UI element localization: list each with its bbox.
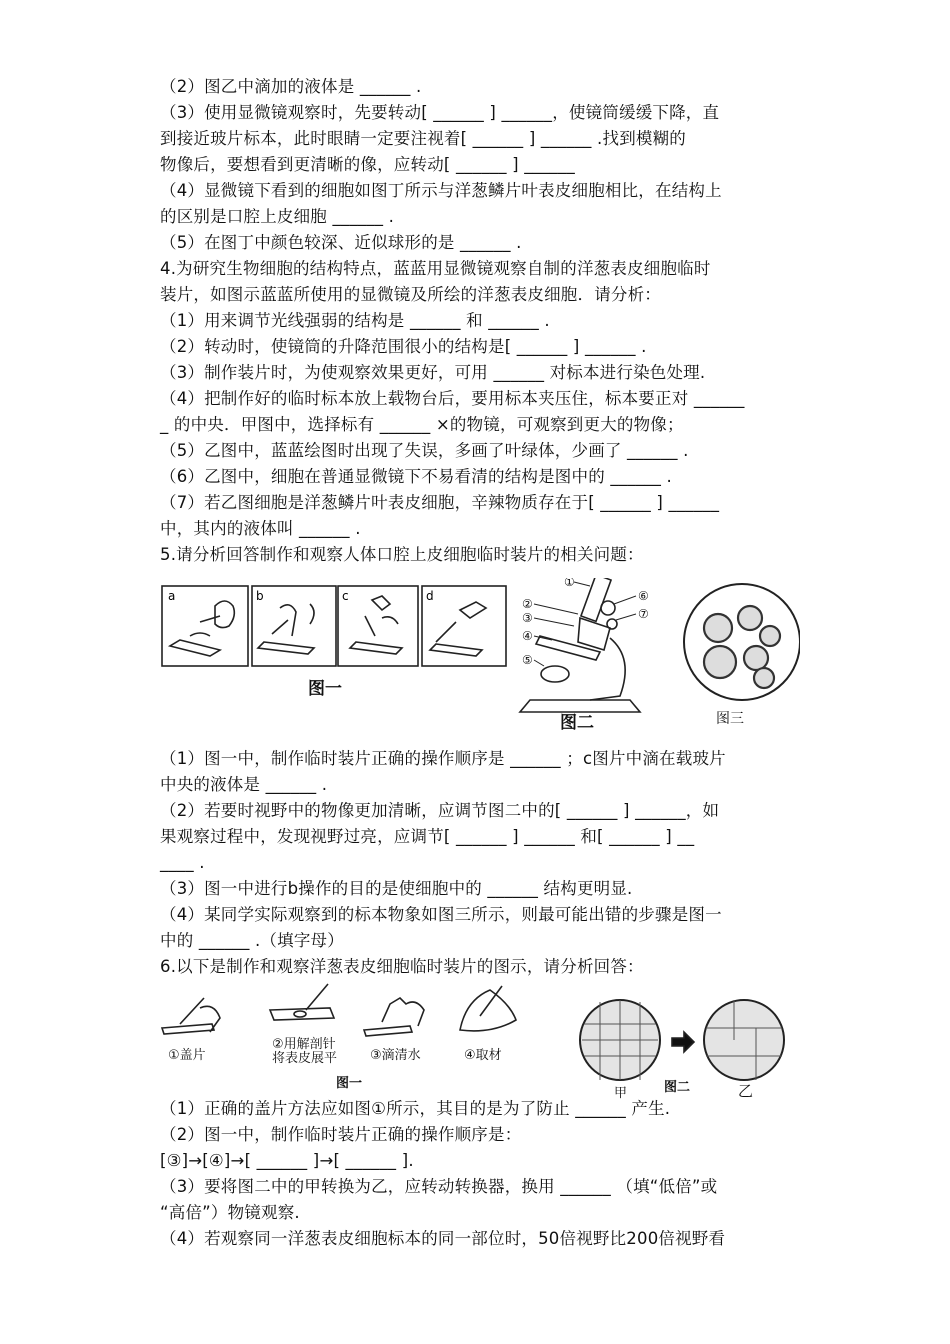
figure-6-drawing bbox=[160, 980, 800, 1092]
step-label: ④取材 bbox=[464, 1048, 502, 1063]
figure-caption: 图一 bbox=[308, 679, 342, 699]
field-of-view-circle bbox=[684, 584, 800, 700]
text-line: “高倍”）物镜观察. bbox=[160, 1203, 300, 1222]
cover-slip-sketch bbox=[430, 602, 486, 656]
text-line: 的区别是口腔上皮细胞 ______ . bbox=[160, 207, 395, 226]
cell-sketch bbox=[754, 668, 774, 688]
field-of-view-yi bbox=[704, 1000, 784, 1080]
text-line: （3）使用显微镜观察时，先要转动[ ______ ] ______，使镜筒缓缓下降，直 bbox=[160, 103, 720, 122]
question-4-stem: 4.为研究生物细胞的结构特点，蓝蓝用显微镜观察自制的洋葱表皮细胞临时 bbox=[160, 259, 711, 278]
figure-caption: 图二 bbox=[560, 713, 594, 733]
figure-caption: 图一 bbox=[336, 1076, 363, 1091]
cell-sketch bbox=[738, 606, 762, 630]
text-line: 果观察过程中，发现视野过亮，应调节[ ______ ] ______ 和[ ______ ] __ bbox=[160, 827, 695, 846]
text-line: （1）用来调节光线强弱的结构是 ______ 和 ______ . bbox=[160, 311, 550, 330]
cell-sketch bbox=[704, 614, 732, 642]
cover-slip-sketch bbox=[162, 998, 220, 1034]
figure-6 bbox=[160, 980, 800, 1101]
needle-sketch bbox=[306, 984, 328, 1010]
knob-sketch bbox=[607, 619, 617, 629]
text-line: （6）乙图中，细胞在普通显微镜下不易看清的结构是图中的 ______ . bbox=[160, 467, 672, 486]
text-line: （2）图一中，制作临时装片正确的操作顺序是： bbox=[160, 1125, 522, 1144]
text-line: （4）某同学实际观察到的标本物象如图三所示，则最可能出错的步骤是图一 bbox=[160, 905, 722, 924]
slide-sketch bbox=[270, 1008, 334, 1020]
hand-sketch bbox=[382, 617, 398, 624]
step-label: ①盖片 bbox=[168, 1048, 206, 1063]
text-line: （3）要将图二中的甲转换为乙，应转动转换器，换用 ______ （填“低倍”或 bbox=[160, 1177, 718, 1196]
panel-label: a bbox=[168, 589, 176, 603]
microscope-label: ③ bbox=[522, 611, 533, 625]
text-line: [③]→[④]→[ ______ ]→[ ______ ]. bbox=[160, 1151, 414, 1170]
text-line: （1）正确的盖片方法应如图①所示，其目的是为了防止 ______ 产生. bbox=[160, 1099, 671, 1118]
tube-sketch bbox=[578, 618, 610, 650]
text-line: （7）若乙图细胞是洋葱鳞片叶表皮细胞，辛辣物质存在于[ ______ ] ______ bbox=[160, 493, 720, 512]
text-line: （2）图乙中滴加的液体是 ______ . bbox=[160, 77, 422, 96]
cell-sketch bbox=[704, 646, 736, 678]
cell-sketch bbox=[760, 626, 780, 646]
question-6-stem: 6.以下是制作和观察洋葱表皮细胞临时装片的图示，请分析回答： bbox=[160, 957, 644, 976]
question-5-stem: 5.请分析回答制作和观察人体口腔上皮细胞临时装片的相关问题： bbox=[160, 545, 644, 564]
text-line: （2）转动时，使镜筒的升降范围很小的结构是[ ______ ] ______ . bbox=[160, 337, 647, 356]
text-line: （2）若要时视野中的物像更加清晰，应调节图二中的[ ______ ] ______，如 bbox=[160, 801, 720, 820]
figure-5 bbox=[160, 578, 800, 736]
stage-sketch bbox=[536, 636, 600, 660]
microscope-label: ⑥ bbox=[638, 589, 649, 603]
text-line: （3）制作装片时，为使观察效果更好，可用 ______ 对标本进行染色处理. bbox=[160, 363, 706, 382]
dropper-sketch bbox=[310, 604, 314, 624]
text-line: （5）在图丁中颜色较深、近似球形的是 ______ . bbox=[160, 233, 522, 252]
cell-sketch bbox=[744, 646, 768, 670]
figure-caption: 图二 bbox=[664, 1080, 691, 1095]
text-line: ____ . bbox=[160, 853, 205, 872]
step-label: ③滴清水 bbox=[370, 1048, 421, 1063]
text-line: 装片，如图示蓝蓝所使用的显微镜及所绘的洋葱表皮细胞．请分析： bbox=[160, 285, 661, 304]
text-line: （5）乙图中，蓝蓝绘图时出现了失误，多画了叶绿体，少画了 ______ . bbox=[160, 441, 689, 460]
panel-label: d bbox=[426, 589, 434, 603]
microscope-label: ② bbox=[522, 597, 533, 611]
field-label-jia: 甲 bbox=[614, 1086, 628, 1101]
arrow-right-icon bbox=[672, 1032, 694, 1052]
text-line: （4）把制作好的临时标本放上载物台后，要用标本夹压住，标本要正对 ______ bbox=[160, 389, 745, 408]
microscope-label: ⑤ bbox=[522, 653, 533, 667]
step-label bbox=[272, 1038, 337, 1066]
head-sketch bbox=[215, 601, 234, 628]
mirror-sketch bbox=[541, 666, 569, 682]
text-line: 物像后，要想看到更清晰的像，应转动[ ______ ] ______ bbox=[160, 155, 575, 174]
field-label-yi: 乙 bbox=[738, 1082, 754, 1100]
hand-sketch bbox=[258, 605, 314, 654]
text-line: （4）若观察同一洋葱表皮细胞标本的同一部位时，50倍视野比200倍视野看 bbox=[160, 1229, 726, 1248]
text-line: （4）显微镜下看到的细胞如图丁所示与洋葱鳞片叶表皮细胞相比，在结构上 bbox=[160, 181, 722, 200]
step-label-line: 将表皮展平 bbox=[272, 1051, 338, 1066]
panel-label: b bbox=[256, 589, 264, 603]
dropper-sketch bbox=[364, 998, 424, 1036]
text-line: 中的 ______ .（填字母） bbox=[160, 931, 344, 950]
text-line: （3）图一中进行b操作的目的是使细胞中的 ______ 结构更明显. bbox=[160, 879, 633, 898]
leader-lines bbox=[534, 582, 636, 666]
microscope-label: ⑦ bbox=[638, 607, 649, 621]
text-line: （1）图一中，制作临时装片正确的操作顺序是 ______ ；c图片中滴在载玻片 bbox=[160, 749, 726, 768]
text-line: _ 的中央．甲图中，选择标有 ______ ×的物镜，可观察到更大的物像； bbox=[160, 415, 684, 434]
step-label-line: ②用解剖针 bbox=[272, 1037, 336, 1052]
figure-5-drawing bbox=[160, 578, 800, 736]
text-line: 到接近玻片标本，此时眼睛一定要注视着[ ______ ] ______ .找到模糊的 bbox=[160, 129, 686, 148]
microscope-label: ① bbox=[564, 578, 575, 589]
onion-sketch bbox=[460, 986, 516, 1031]
microscope-sketch bbox=[520, 578, 640, 712]
microscope-label: ④ bbox=[522, 629, 533, 643]
specimen-sketch bbox=[294, 1011, 306, 1017]
knob-sketch bbox=[601, 601, 615, 615]
hand-sketch bbox=[170, 616, 220, 656]
dropper-sketch bbox=[350, 596, 402, 654]
text-line: 中，其内的液体叫 ______ . bbox=[160, 519, 361, 538]
figure-caption: 图三 bbox=[716, 711, 744, 727]
panel-label: c bbox=[342, 589, 349, 603]
text-line: 中央的液体是 ______ . bbox=[160, 775, 328, 794]
